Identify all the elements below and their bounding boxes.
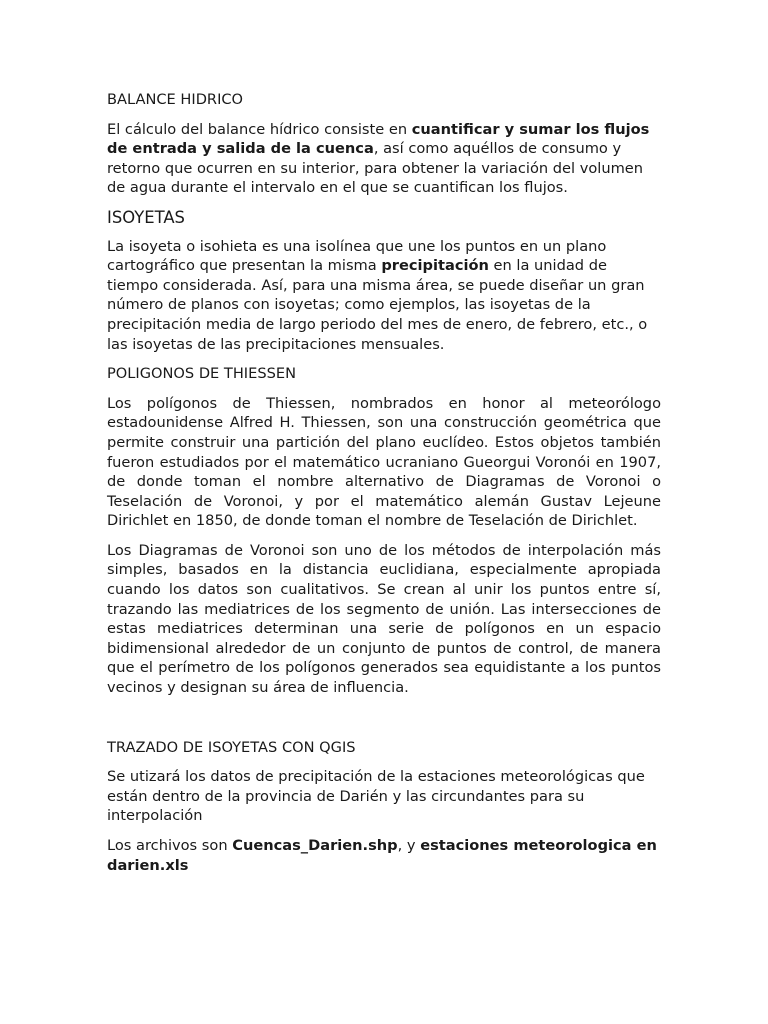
- text-run: El cálculo del balance hídrico consiste en: [107, 120, 412, 138]
- text-run: , y: [397, 837, 421, 854]
- paragraph-trazado-2: [107, 836, 661, 875]
- heading-balance-hidrico: BALANCE HIDRICO: [107, 91, 244, 108]
- text-run: , así como aquéllos de consumo y retorno que ocurren en su interior, para obtener la variación del volumen de agua durante el intervalo en el que se cuantifican los flujos.: [107, 140, 644, 197]
- bold-text: precipitación: [381, 257, 489, 275]
- spacer: [107, 708, 661, 738]
- paragraph-thiessen-2: Los Diagramas de Voronoi son uno de los métodos de interpolación más simples, basados en la distancia euclidiana, especialmente apropiada cuando los datos son cualitativos. Se crean al unir los puntos entre sí, trazando las mediatrices de los segmento de unión. Las intersecciones de estas mediatrices determinan una serie de polígonos en un espacio bidimensional alrededor de un conjunto de puntos de control, de manera que el perímetro de los polígonos generados sea equidistante a los puntos vecinos y designan su área de influencia.: [107, 541, 661, 697]
- filename-xls: estaciones meteorologica en darien.xls: [107, 837, 657, 874]
- document-page: [107, 90, 661, 885]
- text-run: La isoyeta o isohieta es una isolínea que une los puntos en un plano cartográfico que presentan la misma: [107, 237, 607, 275]
- heading-trazado-isoyetas: TRAZADO DE ISOYETAS CON QGIS: [107, 738, 356, 756]
- heading-poligonos-thiessen: POLIGONOS DE THIESSEN: [107, 365, 296, 383]
- filename-shp: Cuencas_Darien.shp: [232, 837, 398, 854]
- paragraph-trazado-1: Se utizará los datos de precipitación de la estaciones meteorológicas que están dentro de la provincia de Darién y las circundantes para su interpolación: [107, 768, 645, 825]
- heading-isoyetas: ISOYETAS: [107, 207, 185, 227]
- bold-text: cuantificar y sumar los flujos de entrada y salida de la cuenca: [107, 120, 650, 158]
- text-run: en la unidad de tiempo considerada. Así, para una misma área, se puede diseñar un gran número de planos con isoyetas; como ejemplos, las isoyetas de la precipitación media de largo periodo del mes de enero, de febrero, etc., o las isoyetas de las precipitaciones mensuales.: [107, 257, 648, 353]
- paragraph-balance-hidrico: [107, 120, 661, 198]
- paragraph-thiessen-1: Los polígonos de Thiessen, nombrados en honor al meteorólogo estadounidense Alfred H. Thiessen, son una construcción geométrica que permite construir una partición del plano euclídeo. Estos objetos también fueron estudiados por el matemático ucraniano Gueorgui Voronói en 1907, de donde toman el nombre alternativo de Diagramas de Voronoi o Teselación de Voronoi, y por el matemático alemán Gustav Lejeune Dirichlet en 1850, de donde toman el nombre de Teselación de Dirichlet.: [107, 394, 661, 530]
- paragraph-isoyetas: [107, 237, 661, 355]
- text-run: Los archivos son: [107, 837, 233, 854]
